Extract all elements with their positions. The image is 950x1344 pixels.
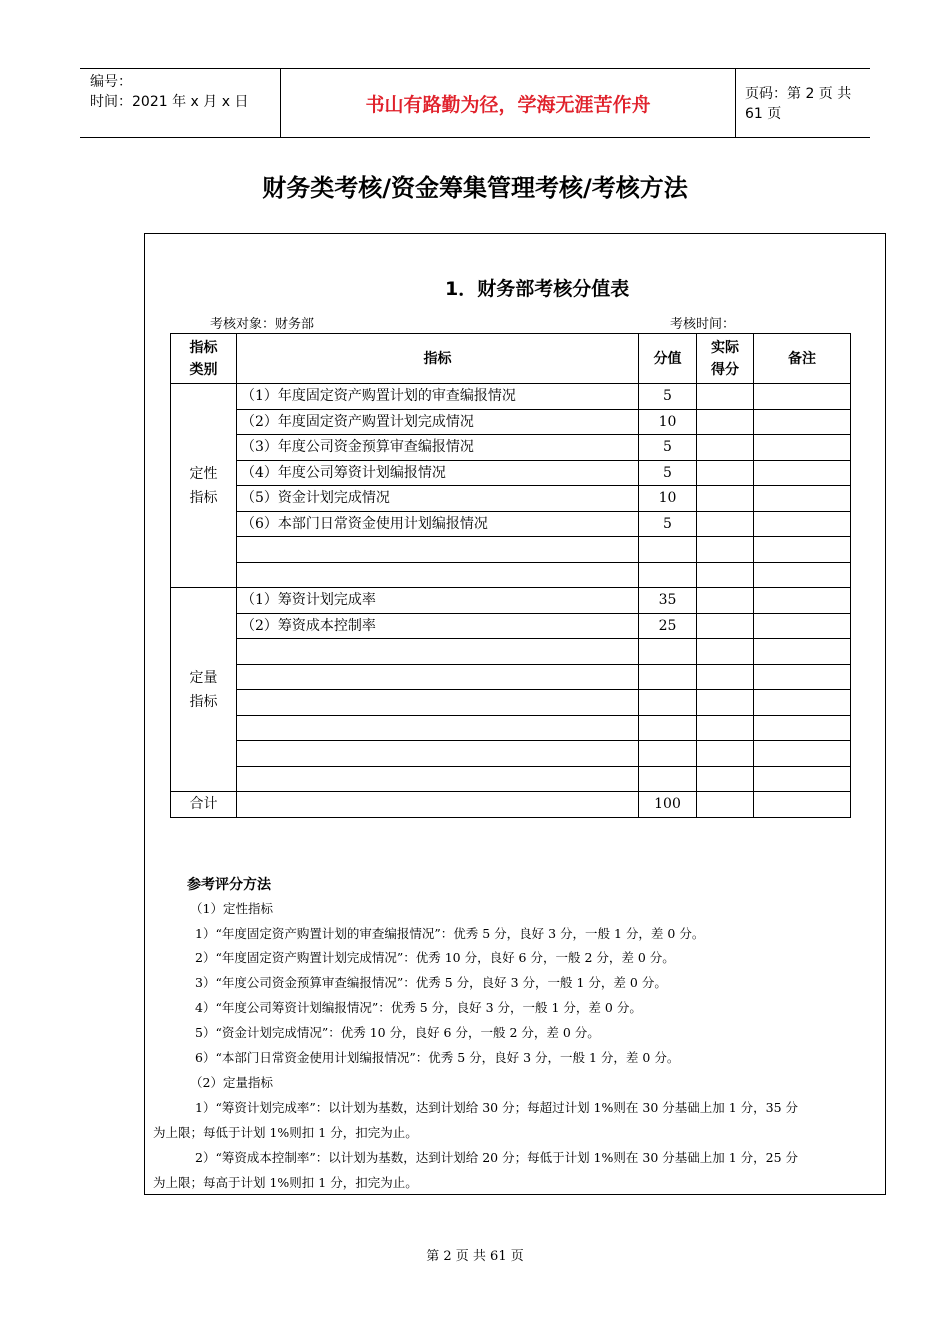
points-cell xyxy=(639,715,697,741)
header-category xyxy=(171,334,237,384)
indicator-cell xyxy=(237,664,639,690)
qualitative-note: 5）“资金计划完成情况”：优秀 10 分，良好 6 分，一般 2 分，差 0 分。 xyxy=(195,1025,600,1040)
actual-cell xyxy=(697,664,754,690)
table-row xyxy=(171,486,851,512)
points-cell: 5 xyxy=(639,384,697,410)
indicator-cell: （1）筹资计划完成率 xyxy=(237,588,639,614)
actual-cell xyxy=(697,690,754,716)
header-meta xyxy=(80,69,280,137)
table-row xyxy=(171,588,851,614)
indicator-cell: （4）年度公司筹资计划编报情况 xyxy=(237,460,639,486)
indicator-cell xyxy=(237,639,639,665)
page-footer: 第 2 页 共 61 页 xyxy=(426,1249,524,1264)
number-label: 编号： xyxy=(90,74,132,90)
points-cell xyxy=(639,664,697,690)
remarks-cell xyxy=(754,741,851,767)
indicator-cell xyxy=(237,741,639,767)
indicator-cell: （5）资金计划完成情况 xyxy=(237,486,639,512)
points-cell: 25 xyxy=(639,613,697,639)
document-title: 财务类考核/资金筹集管理考核/考核方法 xyxy=(262,174,688,202)
actual-cell xyxy=(697,537,754,563)
table-row-empty xyxy=(171,766,851,792)
remarks-cell xyxy=(754,715,851,741)
indicator-cell xyxy=(237,715,639,741)
actual-cell xyxy=(697,741,754,767)
table-row xyxy=(171,460,851,486)
quantitative-note-line2: 为上限；每低于计划 1%则扣 1 分，扣完为止。 xyxy=(153,1125,418,1140)
indicator-cell: （1）年度固定资产购置计划的审查编报情况 xyxy=(237,384,639,410)
table-row xyxy=(171,613,851,639)
points-cell: 35 xyxy=(639,588,697,614)
indicator-cell xyxy=(237,537,639,563)
qualitative-note: 1）“年度固定资产购置计划的审查编报情况”：优秀 5 分，良好 3 分，一般 1 分，差 0 分。 xyxy=(195,926,705,941)
remarks-cell xyxy=(754,792,851,818)
points-cell: 5 xyxy=(639,435,697,461)
remarks-cell xyxy=(754,537,851,563)
points-cell: 10 xyxy=(639,486,697,512)
indicator-cell xyxy=(237,766,639,792)
category-quantitative xyxy=(171,588,237,792)
remarks-cell xyxy=(754,639,851,665)
indicator-cell xyxy=(237,690,639,716)
remarks-cell xyxy=(754,511,851,537)
indicator-cell: （3）年度公司资金预算审查编报情况 xyxy=(237,435,639,461)
indicator-cell: （2）筹资成本控制率 xyxy=(237,613,639,639)
indicator-cell xyxy=(237,792,639,818)
remarks-cell xyxy=(754,384,851,410)
table-title: 1．财务部考核分值表 xyxy=(445,278,630,300)
actual-cell xyxy=(697,766,754,792)
remarks-cell xyxy=(754,690,851,716)
points-cell: 5 xyxy=(639,460,697,486)
points-cell: 5 xyxy=(639,511,697,537)
actual-cell xyxy=(697,460,754,486)
qualitative-note: 2）“年度固定资产购置计划完成情况”：优秀 10 分，良好 6 分，一般 2 分，差 0 分。 xyxy=(195,950,675,965)
actual-cell xyxy=(697,715,754,741)
table-row-empty xyxy=(171,562,851,588)
table-header-row xyxy=(171,334,851,384)
points-cell xyxy=(639,766,697,792)
remarks-cell xyxy=(754,409,851,435)
header-actual-text: 实际 得分 xyxy=(711,339,739,378)
table-row-empty xyxy=(171,715,851,741)
actual-cell xyxy=(697,409,754,435)
points-cell: 10 xyxy=(639,409,697,435)
header-remarks: 备注 xyxy=(754,334,851,384)
table-row-empty xyxy=(171,537,851,563)
points-cell xyxy=(639,562,697,588)
indicator-cell: （6）本部门日常资金使用计划编报情况 xyxy=(237,511,639,537)
category-qualitative xyxy=(171,384,237,588)
time-label: 时间：2021 年 x 月 x 日 xyxy=(90,94,249,110)
remarks-cell xyxy=(754,766,851,792)
remarks-cell xyxy=(754,562,851,588)
actual-cell xyxy=(697,588,754,614)
table-row xyxy=(171,409,851,435)
qualitative-heading: （1）定性指标 xyxy=(190,901,273,916)
table-row xyxy=(171,435,851,461)
table-row xyxy=(171,384,851,410)
total-label: 合计 xyxy=(171,792,237,818)
header-points: 分值 xyxy=(639,334,697,384)
total-row xyxy=(171,792,851,818)
quantitative-note-line1: 1）“筹资计划完成率”：以计划为基数，达到计划给 30 分；每超过计划 1%则在 30 分基础上加 1 分，35 分 xyxy=(195,1100,799,1115)
points-cell xyxy=(639,741,697,767)
assessment-subject: 考核对象：财务部 xyxy=(210,317,315,332)
qualitative-note: 4）“年度公司筹资计划编报情况”：优秀 5 分，良好 3 分，一般 1 分，差 0 分。 xyxy=(195,1000,642,1015)
points-cell xyxy=(639,639,697,665)
remarks-cell xyxy=(754,435,851,461)
actual-cell xyxy=(697,384,754,410)
score-table xyxy=(170,333,851,818)
category-quantitative-text: 定量 指标 xyxy=(189,669,218,710)
header-indicator: 指标 xyxy=(237,334,639,384)
remarks-cell xyxy=(754,460,851,486)
remarks-cell xyxy=(754,664,851,690)
table-row-empty xyxy=(171,664,851,690)
qualitative-note: 6）“本部门日常资金使用计划编报情况”：优秀 5 分，良好 3 分，一般 1 分，差 0 分。 xyxy=(195,1050,680,1065)
qualitative-note: 3）“年度公司资金预算审查编报情况”：优秀 5 分，良好 3 分，一般 1 分，差 0 分。 xyxy=(195,975,667,990)
actual-cell xyxy=(697,486,754,512)
actual-cell xyxy=(697,511,754,537)
indicator-cell xyxy=(237,562,639,588)
category-qualitative-text: 定性 指标 xyxy=(189,465,218,506)
assessment-time: 考核时间： xyxy=(670,317,736,332)
actual-cell xyxy=(697,562,754,588)
quantitative-heading: （2）定量指标 xyxy=(190,1075,273,1090)
header-category-text: 指标 类别 xyxy=(189,339,218,378)
indicator-cell: （2）年度固定资产购置计划完成情况 xyxy=(237,409,639,435)
remarks-cell xyxy=(754,613,851,639)
table-row-empty xyxy=(171,741,851,767)
remarks-cell xyxy=(754,588,851,614)
header-actual xyxy=(697,334,754,384)
actual-cell xyxy=(697,792,754,818)
table-row-empty xyxy=(171,639,851,665)
page-header xyxy=(80,68,870,138)
remarks-cell xyxy=(754,486,851,512)
points-cell xyxy=(639,537,697,563)
quantitative-note-line1: 2）“筹资成本控制率”：以计划为基数，达到计划给 20 分；每低于计划 1%则在 30 分基础上加 1 分，25 分 xyxy=(195,1150,799,1165)
table-row xyxy=(171,511,851,537)
table-row-empty xyxy=(171,690,851,716)
quantitative-note-line2: 为上限；每高于计划 1%则扣 1 分，扣完为止。 xyxy=(153,1175,418,1190)
motto: 书山有路勤为径，学海无涯苦作舟 xyxy=(280,69,736,137)
scoring-method-heading: 参考评分方法 xyxy=(187,877,271,893)
page-label: 页码：第 2 页 共 61 页 xyxy=(745,86,852,122)
actual-cell xyxy=(697,435,754,461)
total-points: 100 xyxy=(639,792,697,818)
actual-cell xyxy=(697,613,754,639)
actual-cell xyxy=(697,639,754,665)
points-cell xyxy=(639,690,697,716)
